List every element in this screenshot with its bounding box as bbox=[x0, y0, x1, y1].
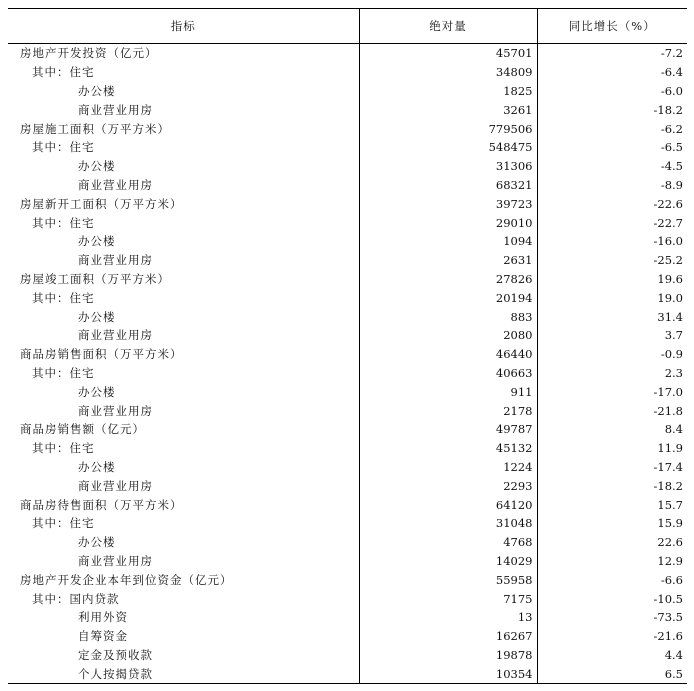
row-label: 办公楼 bbox=[78, 535, 116, 550]
row-absolute-value: 3261 bbox=[359, 100, 537, 119]
row-growth-value: -4.5 bbox=[537, 157, 687, 176]
row-label: 办公楼 bbox=[78, 384, 116, 399]
row-growth-value: -6.5 bbox=[537, 138, 687, 157]
table-row bbox=[8, 627, 687, 646]
row-absolute-value: 548475 bbox=[359, 138, 537, 157]
row-growth-value: 19.6 bbox=[537, 270, 687, 289]
row-absolute-value: 34809 bbox=[359, 63, 537, 82]
row-label: 房地产开发投资（亿元） bbox=[20, 46, 158, 61]
row-growth-value: 19.0 bbox=[537, 288, 687, 307]
row-growth-value: 31.4 bbox=[537, 307, 687, 326]
row-absolute-value: 40663 bbox=[359, 364, 537, 383]
row-label: 办公楼 bbox=[78, 309, 116, 324]
row-absolute-value: 45701 bbox=[359, 44, 537, 63]
row-label: 商品房销售面积（万平方米） bbox=[20, 347, 183, 362]
row-growth-value: 2.3 bbox=[537, 364, 687, 383]
row-growth-value: 6.5 bbox=[537, 664, 687, 683]
row-absolute-value: 779506 bbox=[359, 119, 537, 138]
row-growth-value: 15.7 bbox=[537, 495, 687, 514]
row-growth-value: -7.2 bbox=[537, 44, 687, 63]
row-label: 房屋施工面积（万平方米） bbox=[20, 121, 170, 136]
table-row bbox=[8, 270, 687, 289]
row-growth-value: -17.4 bbox=[537, 458, 687, 477]
row-absolute-value: 45132 bbox=[359, 439, 537, 458]
row-absolute-value: 1825 bbox=[359, 82, 537, 101]
table-row bbox=[8, 608, 687, 627]
row-absolute-value: 31306 bbox=[359, 157, 537, 176]
table-row bbox=[8, 307, 687, 326]
table-row bbox=[8, 495, 687, 514]
table-row bbox=[8, 44, 687, 63]
row-growth-value: 11.9 bbox=[537, 439, 687, 458]
row-absolute-value: 10354 bbox=[359, 664, 537, 683]
table-row bbox=[8, 646, 687, 665]
statistics-table bbox=[8, 8, 687, 684]
row-label: 其中：住宅 bbox=[32, 365, 95, 380]
table-row bbox=[8, 288, 687, 307]
row-label: 其中：国内贷款 bbox=[32, 591, 120, 606]
row-label: 商业营业用房 bbox=[78, 177, 153, 192]
row-absolute-value: 14029 bbox=[359, 552, 537, 571]
row-label: 其中：住宅 bbox=[32, 140, 95, 155]
table-row bbox=[8, 194, 687, 213]
table-header-row bbox=[8, 9, 687, 44]
table-row bbox=[8, 439, 687, 458]
row-label: 商业营业用房 bbox=[78, 328, 153, 343]
row-growth-value: -21.6 bbox=[537, 627, 687, 646]
row-growth-value: -16.0 bbox=[537, 232, 687, 251]
table-row bbox=[8, 100, 687, 119]
row-growth-value: -6.0 bbox=[537, 82, 687, 101]
table-row bbox=[8, 401, 687, 420]
header-growth: 同比增长（%） bbox=[537, 9, 687, 44]
row-absolute-value: 2631 bbox=[359, 251, 537, 270]
row-growth-value: 15.9 bbox=[537, 514, 687, 533]
row-absolute-value: 2293 bbox=[359, 476, 537, 495]
table-row bbox=[8, 213, 687, 232]
row-growth-value: -25.2 bbox=[537, 251, 687, 270]
row-growth-value: -18.2 bbox=[537, 100, 687, 119]
row-absolute-value: 31048 bbox=[359, 514, 537, 533]
table-row bbox=[8, 570, 687, 589]
row-label: 商品房待售面积（万平方米） bbox=[20, 497, 183, 512]
table-row bbox=[8, 382, 687, 401]
table-row bbox=[8, 589, 687, 608]
row-absolute-value: 1224 bbox=[359, 458, 537, 477]
table-row bbox=[8, 552, 687, 571]
row-label: 商品房销售额（亿元） bbox=[20, 422, 145, 437]
row-growth-value: -6.4 bbox=[537, 63, 687, 82]
table-row bbox=[8, 364, 687, 383]
row-absolute-value: 39723 bbox=[359, 194, 537, 213]
row-label: 房屋竣工面积（万平方米） bbox=[20, 271, 170, 286]
row-absolute-value: 68321 bbox=[359, 176, 537, 195]
row-absolute-value: 29010 bbox=[359, 213, 537, 232]
row-absolute-value: 2178 bbox=[359, 401, 537, 420]
table-body bbox=[8, 44, 687, 684]
row-label: 其中：住宅 bbox=[32, 215, 95, 230]
table-row bbox=[8, 82, 687, 101]
row-growth-value: -22.6 bbox=[537, 194, 687, 213]
row-label: 办公楼 bbox=[78, 459, 116, 474]
row-label: 商业营业用房 bbox=[78, 253, 153, 268]
table-row bbox=[8, 533, 687, 552]
header-indicator: 指标 bbox=[8, 9, 359, 44]
table-row bbox=[8, 458, 687, 477]
row-label: 商业营业用房 bbox=[78, 553, 153, 568]
row-absolute-value: 19878 bbox=[359, 646, 537, 665]
row-label: 商业营业用房 bbox=[78, 403, 153, 418]
table-row bbox=[8, 251, 687, 270]
row-absolute-value: 4768 bbox=[359, 533, 537, 552]
row-label: 办公楼 bbox=[78, 234, 116, 249]
row-label: 定金及预收款 bbox=[78, 647, 153, 662]
row-absolute-value: 7175 bbox=[359, 589, 537, 608]
row-growth-value: -73.5 bbox=[537, 608, 687, 627]
row-absolute-value: 1094 bbox=[359, 232, 537, 251]
row-label: 其中：住宅 bbox=[32, 65, 95, 80]
row-growth-value: 8.4 bbox=[537, 420, 687, 439]
row-absolute-value: 2080 bbox=[359, 326, 537, 345]
row-growth-value: -8.9 bbox=[537, 176, 687, 195]
row-label: 商业营业用房 bbox=[78, 102, 153, 117]
row-label: 其中：住宅 bbox=[32, 290, 95, 305]
row-absolute-value: 64120 bbox=[359, 495, 537, 514]
row-growth-value: -10.5 bbox=[537, 589, 687, 608]
row-label: 其中：住宅 bbox=[32, 516, 95, 531]
table-row bbox=[8, 176, 687, 195]
row-absolute-value: 49787 bbox=[359, 420, 537, 439]
table-row bbox=[8, 138, 687, 157]
row-growth-value: 12.9 bbox=[537, 552, 687, 571]
row-absolute-value: 55958 bbox=[359, 570, 537, 589]
table-row bbox=[8, 119, 687, 138]
row-absolute-value: 20194 bbox=[359, 288, 537, 307]
row-label: 利用外资 bbox=[78, 610, 128, 625]
row-absolute-value: 27826 bbox=[359, 270, 537, 289]
row-absolute-value: 911 bbox=[359, 382, 537, 401]
table-row bbox=[8, 514, 687, 533]
row-growth-value: 4.4 bbox=[537, 646, 687, 665]
header-absolute: 绝对量 bbox=[359, 9, 537, 44]
row-growth-value: 22.6 bbox=[537, 533, 687, 552]
row-growth-value: -18.2 bbox=[537, 476, 687, 495]
row-absolute-value: 13 bbox=[359, 608, 537, 627]
row-growth-value: -6.6 bbox=[537, 570, 687, 589]
row-label: 自筹资金 bbox=[78, 629, 128, 644]
row-label: 房地产开发企业本年到位资金（亿元） bbox=[20, 572, 233, 587]
table-row bbox=[8, 326, 687, 345]
table-row bbox=[8, 157, 687, 176]
row-growth-value: -17.0 bbox=[537, 382, 687, 401]
table-row bbox=[8, 420, 687, 439]
row-absolute-value: 883 bbox=[359, 307, 537, 326]
table-row bbox=[8, 63, 687, 82]
table-row bbox=[8, 345, 687, 364]
row-label: 商业营业用房 bbox=[78, 478, 153, 493]
table-row bbox=[8, 664, 687, 683]
table-row bbox=[8, 232, 687, 251]
row-label: 房屋新开工面积（万平方米） bbox=[20, 196, 183, 211]
row-absolute-value: 46440 bbox=[359, 345, 537, 364]
row-label: 个人按揭贷款 bbox=[8, 664, 359, 683]
row-label: 其中：住宅 bbox=[32, 441, 95, 456]
row-growth-value: -21.8 bbox=[537, 401, 687, 420]
row-absolute-value: 16267 bbox=[359, 627, 537, 646]
row-growth-value: 3.7 bbox=[537, 326, 687, 345]
row-label: 办公楼 bbox=[78, 83, 116, 98]
row-growth-value: -0.9 bbox=[537, 345, 687, 364]
row-label: 办公楼 bbox=[78, 159, 116, 174]
row-growth-value: -6.2 bbox=[537, 119, 687, 138]
table-row bbox=[8, 476, 687, 495]
row-growth-value: -22.7 bbox=[537, 213, 687, 232]
